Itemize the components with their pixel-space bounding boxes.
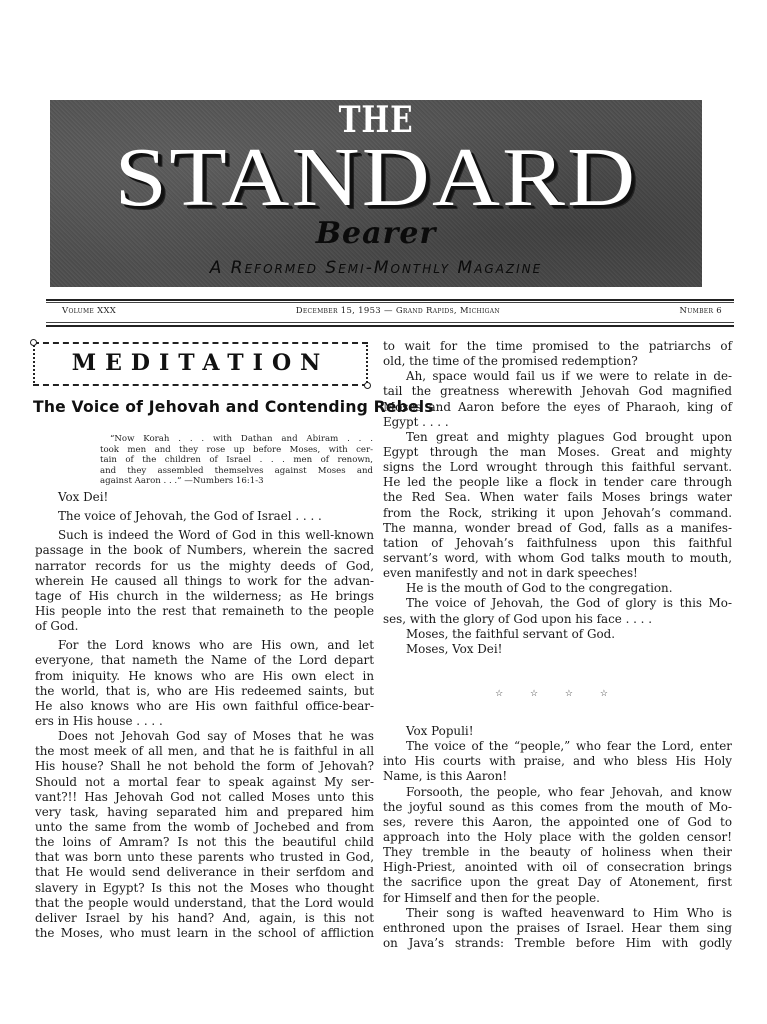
masthead-standard: STANDARD [114,131,638,224]
text-line: Name, is this Aaron! [383,769,508,784]
text-line: Ah, space would fail us if we were to relate in de- [406,369,732,384]
text-line: narrator records for us the mighty deeds of God, [35,558,374,573]
epigraph-line: took men and they rose up before Moses, with cer- [100,444,373,455]
issue-number: Number 6 [679,306,722,316]
text-line: the world, that is, who are His redeemed saints, but [35,683,374,698]
text-line: wherein He caused all things to work for the advan- [35,573,374,588]
text-line: from the Rock, striking it upon Jehovah’s command. [383,505,732,520]
text-line: that was born unto these parents who trusted in God, [35,850,374,865]
text-line: of God. [35,619,79,634]
epigraph-line: tain of the children of Israel . . . men of renown, [100,455,373,465]
text-line: Does not Jehovah God say of Moses that he was [58,729,374,744]
text-line: unto the same from the womb of Jochebed and from [35,819,374,834]
text-line: Egypt through the man Moses. Great and mighty [383,444,732,459]
text-line: Moses and Aaron before the eyes of Pharaoh, king of [383,399,732,414]
text-line: Ten great and mighty plagues God brought upon [406,429,732,444]
text-line: The manna, wonder bread of God, falls as a manifes- [383,520,732,535]
text-line: very task, having separated him and prepared him [35,804,374,819]
text-line: ses, revere this Aaron, the appointed one of God to [383,814,732,829]
infobar-bottom-rule-thin [46,322,734,323]
text-line: His house? Shall he not behold the form of Jehovah? [35,759,374,774]
text-line: For the Lord knows who are His own, and let [58,638,374,653]
text-line: He led the people like a flock in tender care through [383,475,732,490]
text-line: They tremble in the beauty of holiness when their [383,845,732,860]
text-line: the sacrifice upon the great Day of Atonement, first [383,875,732,890]
text-line: ers in His house . . . . [35,713,163,728]
infobar-top-rule [46,299,734,301]
text-line: Moses, the faithful servant of God. [406,626,615,641]
text-line: vant?!! Has Jehovah God not called Moses unto this [35,789,374,804]
text-line: that the people would understand, that the Lord would [35,895,374,910]
infobar-top-rule-thin [46,302,734,303]
text-line: for Himself and then for the people. [383,890,600,905]
text-line: tation of Jehovah’s faithfulness upon this faithful [383,535,732,550]
section-separator-stars: ☆ ☆ ☆ ☆ [495,688,620,699]
text-line: Their song is wafted heavenward to Him Who is [406,905,732,920]
text-line: on Java’s strands: Tremble before Him with godly [383,935,732,950]
text-line: tail the greatness wherewith Jehovah God magnified [383,384,732,399]
text-line: High-Priest, anointed with oil of consecration brings [383,860,732,875]
text-line: that He would send deliverance in their serfdom and [35,865,374,880]
text-line: servant’s word, with whom God talks mouth to mouth, [383,550,732,565]
text-line: everyone, that nameth the Name of the Lord depart [35,653,374,668]
text-line: Egypt . . . . [383,414,449,429]
text-line: enthroned upon the praises of Israel. Hear them sing [383,920,732,935]
text-line: approach into the Holy place with the golden censor! [383,829,732,844]
text-line: from iniquity. He knows who are His own elect in [35,668,374,683]
text-line: His people into the rest that remaineth to the people [35,603,374,618]
text-line: old, the time of the promised redemption? [383,354,638,369]
text-line: Moses, Vox Dei! [406,641,503,656]
masthead-subtitle: A Reformed Semi-Monthly Magazine [209,258,543,278]
text-line: the Moses, who must learn in the school of affliction [35,925,374,940]
text-line: signs the Lord wrought through this faithful servant. [383,460,732,475]
infobar-bottom-rule [46,325,734,327]
meditation-heading-box [33,342,368,386]
text-line: Vox Populi! [406,723,474,738]
epigraph-line: “Now Korah . . . with Dathan and Abiram . . . [110,434,373,444]
left-column-body [35,490,374,941]
text-line: Such is indeed the Word of God in this well-known [58,528,374,543]
text-line: the joyful sound as this comes from the mouth of Mo- [383,799,732,814]
text-line: the most meek of all men, and that he is faithful in all [35,744,374,759]
text-line: the Red Sea. When water fails Moses brings water [383,490,732,505]
text-line: He is the mouth of God to the congregation. [406,581,673,596]
epigraph-quote [100,434,373,487]
right-column-body [383,339,732,951]
volume-label: Volume XXX [62,306,117,316]
text-line: tage of His church in the wilderness; as He brings [35,588,374,603]
section-heading: MEDITATION [71,350,330,376]
text-line: the loins of Amram? Is not this the beautiful child [35,835,374,850]
article-title: The Voice of Jehovah and Contending Rebels [33,398,434,416]
text-line: slavery in Egypt? Is this not the Moses who thought [35,880,374,895]
text-line: ses, with the glory of God upon his face . . . . [383,611,653,626]
text-line: The voice of Jehovah, the God of glory is this Mo- [406,596,732,611]
dateline: December 15, 1953 — Grand Rapids, Michigan [295,306,500,316]
text-line: even manifestly and not in dark speeches! [383,566,638,581]
masthead-the: THE [338,100,414,141]
text-line: The voice of the “people,” who fear the Lord, enter [406,739,732,754]
text-line: into His courts with praise, and who bless His Holy [383,754,732,769]
text-line: The voice of Jehovah, the God of Israel . . . . [58,509,322,524]
text-line: Forsooth, the people, who fear Jehovah, and know [406,784,732,799]
text-line: deliver Israel by his hand? And, again, is this not [35,910,374,925]
masthead-banner [50,100,702,287]
epigraph-line: against Aaron . . .” —Numbers 16:1-3 [100,476,264,486]
text-line: Should not a mortal fear to speak against My ser- [35,774,374,789]
issue-infobar [62,306,722,320]
text-line: He also knows who are His own faithful office-bear- [35,698,374,713]
text-line: Vox Dei! [58,490,109,504]
text-line: to wait for the time promised to the patriarchs of [383,339,732,353]
masthead-bearer-text: Bearer [315,216,437,251]
text-line: passage in the book of Numbers, wherein the sacred [35,543,374,558]
masthead-bearer-script [50,216,702,252]
epigraph-line: and they assembled themselves against Moses and [100,465,373,476]
